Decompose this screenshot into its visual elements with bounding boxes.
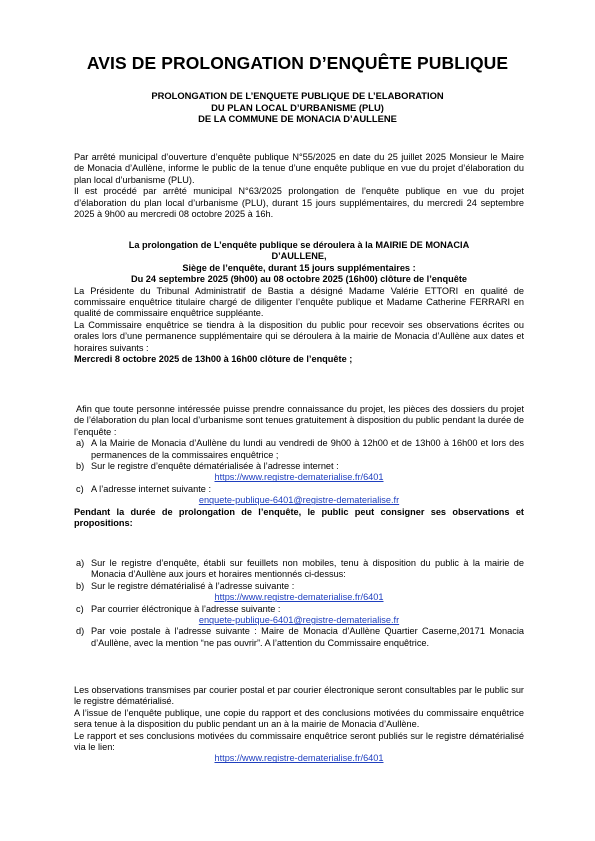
closing-section [74,685,524,765]
intro-section [74,152,524,220]
item-text: A l’adresse internet suivante : [91,483,212,494]
registre-link[interactable]: https://www.registre-dematerialise.fr/6401 [214,472,384,483]
closing-paragraph: Les observations transmises par courier postal et par courier électronique seront consultables par le public sur le registre dématérialisé. [74,685,524,707]
email-link[interactable]: enquete-publique-6401@registre-dematerialise.fr [198,615,400,626]
observations-item-a [74,558,524,581]
observations-item-d [74,626,524,649]
registre-link[interactable]: https://www.registre-dematerialise.fr/6401 [214,592,384,603]
item-label: a) [76,558,85,568]
dossier-intro: Afin que toute personne intéressée puisse prendre connaissance du projet, les pièces des dossiers du projet de l’élaboration du plan local d’urbanisme sont tenues gratuitement à disposition du public pendant la durée de l’enquête : [74,404,524,437]
dossier-section [74,404,524,529]
observations-item-b [74,581,524,592]
item-label: d) [76,626,85,637]
intro-paragraph: Par arrêté municipal d’ouverture d’enquête publique N°55/2025 en date du 25 juillet 2025 Monsieur le Maire de Monacia d’Aullène, informe le public de la tenue d’une enquête publique en vue du projet d’élaboration du plan local d’urbanisme (PLU). [74,152,524,185]
link-line [74,592,524,603]
link-line [74,615,524,626]
siege-line: La prolongation de L’enquête publique se déroulera à la MAIRIE DE MONACIA D’AULLENE, [128,240,470,262]
item-label: c) [76,483,84,494]
registre-link[interactable]: https://www.registre-dematerialise.fr/6401 [214,753,384,764]
item-label: b) [76,461,85,472]
subtitle-line: DU PLAN LOCAL D’URBANISME (PLU) [211,101,384,113]
notice-title: AVIS DE PROLONGATION D’ENQUÊTE PUBLIQUE [86,53,509,73]
item-label: c) [76,603,84,614]
item-text: Sur le registre d’enquête, établi sur feuillets non mobiles, tenu à disposition du public à la mairie de Monacia d’Aullène aux jours et horaires mentionnés ci-dessus: [91,558,524,580]
item-text: Sur le registre d’enquête dématérialisée à l’adresse internet : [91,461,339,472]
commissaire-paragraph: La Commissaire enquêtrice se tiendra à la disposition du public pour recevoir ses observations écrites ou orales lors d’une permanence supplémentaire qui se déroulera à la mairie de Monacia d’Aullène aux dates et horaires suivants : [74,319,524,353]
subtitle-line: DE LA COMMUNE DE MONACIA D’AULLENE [198,113,397,125]
siege-line: Siège de l’enquête, durant 15 jours supplémentaires : [182,262,416,273]
observations-section [74,558,524,649]
dossier-item-c [74,484,524,495]
observations-item-c [74,604,524,615]
item-label: b) [76,580,85,591]
item-text: Par courrier éléctronique à l’adresse suivante : [91,603,281,614]
link-line [74,472,524,483]
link-line [74,495,524,506]
item-text: Par voie postale à l’adresse suivante : Maire de Monacia d’Aullène Quartier Caserne,20171 Monacia d’Aullène, avec la mention “ne pas ouvrir”. A l’attention du Commissaire enquêtrice. [91,626,524,648]
intro-paragraph: Il est procédé par arrêté municipal N°63/2025 prolongation de l’enquête publique en vue du projet d’élaboration du plan local d’urbanisme (PLU), durant 15 jours supplémentaires, du mercredi 24 septembre 2025 à 9h00 au mercredi 08 octobre 2025 à 16h. [74,186,524,220]
email-link[interactable]: enquete-publique-6401@registre-dematerialise.fr [198,495,400,506]
siege-section [74,240,524,365]
observations-heading: Pendant la durée de prolongation de l’enquête, le public peut consigner ses observations et propositions: [74,506,524,529]
permanence-date: Mercredi 8 octobre 2025 de 13h00 à 16h00 clôture de l’enquête ; [74,354,353,365]
siege-dates: Du 24 septembre 2025 (9h00) au 08 octobre 2025 (16h00) clôture de l’enquête [131,274,467,285]
item-label: a) [76,438,85,449]
closing-paragraph: A l’issue de l’enquête publique, une copie du rapport et des conclusions motivées du commissaire enquêtrice sera tenue à la disposition du public pendant un an à la mairie de Monacia d’Aullène. [74,707,524,730]
dossier-item-b [74,461,524,472]
link-line [74,753,524,764]
subtitle-line: PROLONGATION DE L’ENQUETE PUBLIQUE DE L’ELABORATION [151,90,444,101]
item-text: A la Mairie de Monacia d’Aullène du lundi au vendredi de 9h00 à 12h00 et de 13h00 à 16h00 et lors des permanences de la commissaires enquêtrice ; [91,438,524,460]
commissaire-paragraph: La Présidente du Tribunal Administratif de Bastia a désigné Madame Valérie ETTORI en qualité de commissaire enquêtrice titulaire chargé de diligenter l’enquête publique et Madame Catherine FERRARI en qualité de commissaire enquêtrice suppléante. [74,285,524,319]
dossier-item-a [74,438,524,461]
notice-subtitle [0,90,595,125]
closing-paragraph: Le rapport et ses conclusions motivées du commissaire enquêtrice seront publiés sur le registre dématérialisé via le lien: [74,730,524,753]
item-text: Sur le registre dématérialisé à l’adresse suivante : [91,580,295,591]
